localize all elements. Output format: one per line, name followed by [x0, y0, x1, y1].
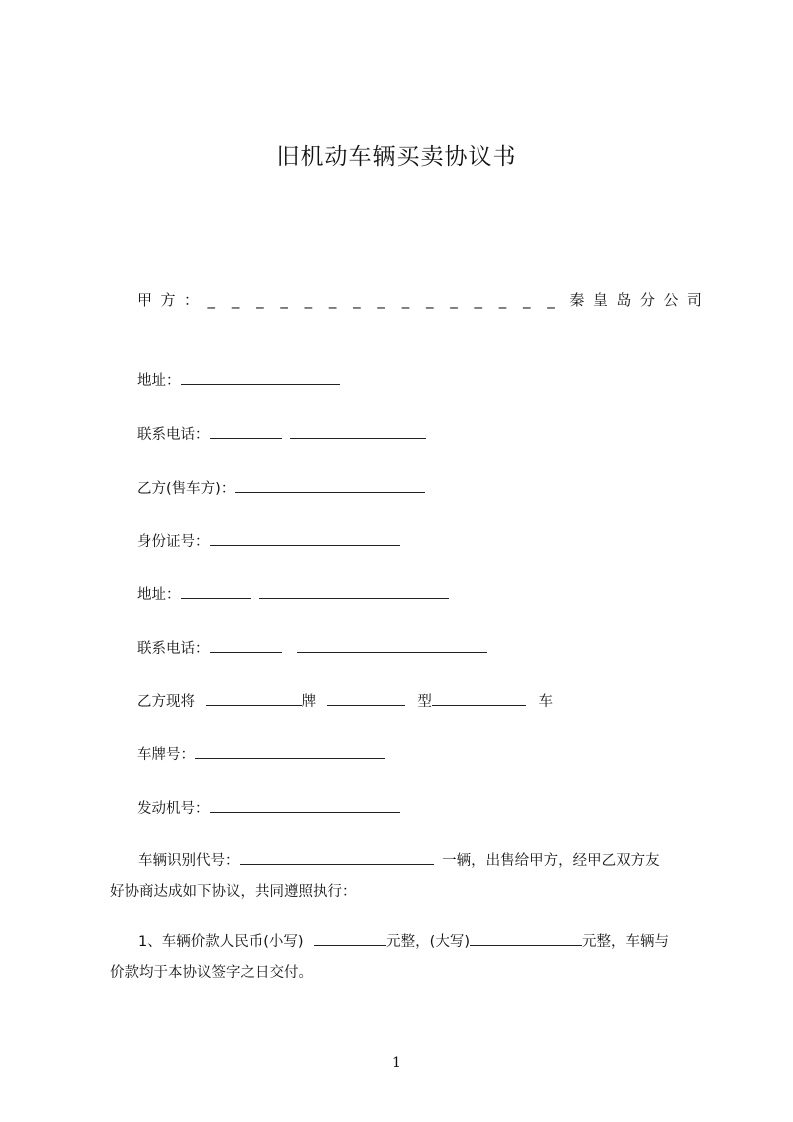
vehicle-model-blank[interactable]	[327, 691, 405, 706]
party-a-suffix-char: 公	[663, 291, 679, 309]
phone-a-line	[137, 424, 426, 445]
phone-b-label: 联系电话：	[137, 641, 210, 657]
clause-1-end: 价款均于本协议签字之日交付。	[110, 965, 313, 981]
engine-line	[137, 798, 400, 819]
address-b-line	[137, 584, 449, 605]
party-b-blank[interactable]	[235, 478, 425, 493]
vehicle-brand-suffix: 牌	[301, 694, 317, 710]
vin-text-2: 好协商达成如下协议，共同遵照执行：	[110, 884, 357, 900]
price-uppercase-blank[interactable]	[470, 931, 582, 946]
party-a-label-char: ：	[184, 291, 200, 309]
party-a-line	[137, 290, 702, 310]
clause-1-mid-2: 元整，车辆与	[581, 934, 669, 950]
document-title: 旧机动车辆买卖协议书	[276, 144, 517, 170]
address-b-label: 地址：	[137, 587, 181, 603]
clause-1-paragraph	[110, 927, 710, 989]
plate-blank[interactable]	[195, 744, 385, 759]
vin-label: 车辆识别代号：	[138, 853, 240, 869]
address-a-line	[137, 370, 340, 391]
clause-1-mid-1: 元整，(大写)	[386, 934, 470, 950]
address-b-blank-2[interactable]	[259, 584, 449, 599]
party-a-suffix-char: 秦	[569, 291, 585, 309]
party-b-label: 乙方(售车方)：	[137, 481, 236, 497]
phone-b-blank-1[interactable]	[210, 638, 282, 653]
vehicle-type-blank[interactable]	[432, 691, 526, 706]
party-a-suffix-char: 岛	[616, 291, 632, 309]
vin-blank[interactable]	[240, 850, 434, 865]
vehicle-type-suffix: 车	[538, 694, 553, 710]
id-blank[interactable]	[210, 531, 400, 546]
plate-label: 车牌号：	[137, 747, 195, 763]
party-a-label-char: 方	[160, 291, 176, 309]
address-a-blank[interactable]	[181, 370, 340, 385]
page-number: 1	[392, 1055, 401, 1071]
vehicle-model-suffix: 型	[417, 694, 432, 710]
vehicle-brand-blank[interactable]	[206, 691, 302, 706]
address-a-label: 地址：	[137, 373, 181, 389]
party-b-line	[137, 478, 425, 499]
phone-a-blank-1[interactable]	[210, 424, 282, 439]
phone-a-label: 联系电话：	[137, 427, 210, 443]
clause-1-prefix: 1、车辆价款人民币(小写)	[138, 934, 304, 950]
vin-paragraph	[110, 846, 710, 908]
phone-b-line	[137, 638, 487, 659]
party-a-label-char: 甲	[137, 291, 153, 309]
id-line	[137, 531, 400, 552]
party-a-suffix-char: 分	[639, 291, 655, 309]
vehicle-line	[137, 691, 553, 712]
engine-blank[interactable]	[210, 798, 400, 813]
phone-b-blank-2[interactable]	[297, 638, 487, 653]
phone-a-blank-2[interactable]	[290, 424, 426, 439]
party-a-dashes: _ _ _ _ _ _ _ _ _ _ _ _ _ _ _	[207, 291, 561, 309]
engine-label: 发动机号：	[137, 801, 210, 817]
plate-line	[137, 744, 385, 765]
party-a-suffix-char: 司	[686, 291, 702, 309]
party-a-suffix-char: 皇	[592, 291, 608, 309]
price-lowercase-blank[interactable]	[314, 931, 386, 946]
address-b-blank-1[interactable]	[181, 584, 251, 599]
vin-text-1: 一辆，出售给甲方，经甲乙双方友	[442, 853, 660, 869]
vehicle-prefix: 乙方现将	[137, 694, 195, 710]
id-label: 身份证号：	[137, 534, 210, 550]
